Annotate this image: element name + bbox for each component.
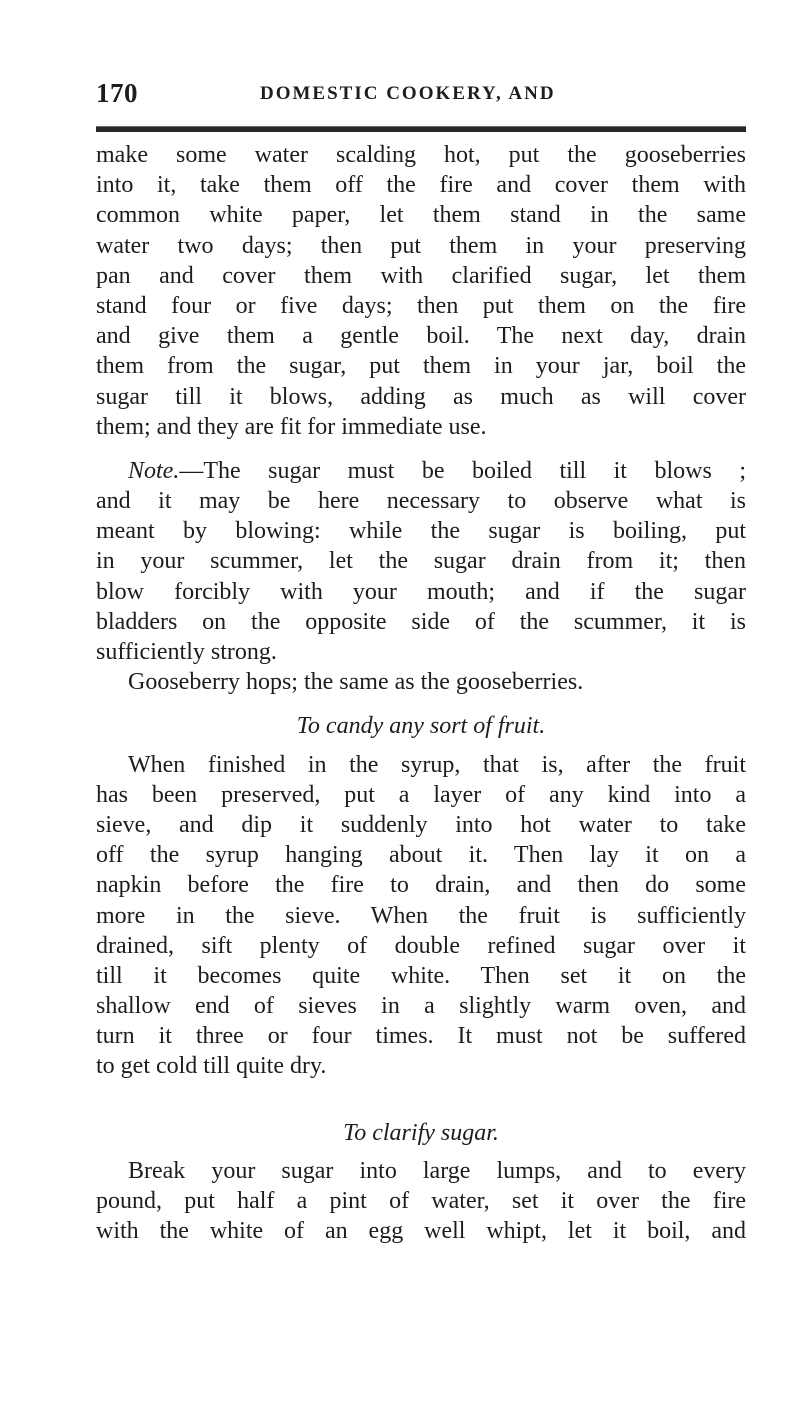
running-head xyxy=(96,78,746,114)
text-line: them from the sugar, put them in your jar, boil the xyxy=(96,353,746,380)
paragraph-gooseberries xyxy=(96,140,746,442)
page-number: 170 xyxy=(96,78,138,108)
text-line: sugar till it blows, adding as much as will cover xyxy=(96,383,746,410)
running-title: DOMESTIC COOKERY, AND xyxy=(260,83,556,104)
text-line: with the white of an egg well whipt, let it boil, and xyxy=(96,1218,746,1245)
text-line: pan and cover them with clarified sugar, let them xyxy=(96,262,746,289)
text-line: and give them a gentle boil. The next day, drain xyxy=(96,323,746,350)
text-line: till it becomes quite white. Then set it on the xyxy=(96,962,746,989)
text-line: more in the sieve. When the fruit is sufficiently xyxy=(96,902,746,929)
text-line: meant by blowing: while the sugar is boiling, put xyxy=(96,518,746,545)
text-line: into it, take them off the fire and cover them with xyxy=(96,172,746,199)
note-first-line-text: —The sugar must be boiled till it blows ; xyxy=(179,457,746,484)
text-line: When finished in the syrup, that is, after the fruit xyxy=(128,751,746,778)
text-line: sufficiently strong. xyxy=(96,639,277,665)
text-line: sieve, and dip it suddenly into hot water to take xyxy=(96,811,746,838)
heading-candy-fruit: To candy any sort of fruit. xyxy=(296,713,546,740)
text-line: them; and they are fit for immediate use. xyxy=(96,413,487,440)
text-line: shallow end of sieves in a slightly warm oven, and xyxy=(96,993,746,1020)
text-line: pound, put half a pint of water, set it over the fire xyxy=(96,1188,746,1214)
text-line: off the syrup hanging about it. Then lay it on a xyxy=(96,842,746,869)
paragraph-candy-fruit xyxy=(96,750,746,1082)
text-line: bladders on the opposite side of the scummer, it is xyxy=(96,608,746,635)
page-text xyxy=(96,140,746,1246)
text-line: blow forcibly with your mouth; and if the sugar xyxy=(96,578,746,605)
text-line: stand four or five days; then put them on the fire xyxy=(96,292,746,319)
paragraph-clarify-sugar xyxy=(96,1156,746,1247)
text-line: drained, sift plenty of double refined sugar over it xyxy=(96,932,746,959)
text-line: turn it three or four times. It must not be suffered xyxy=(96,1023,746,1050)
header-rule xyxy=(96,126,746,132)
text-line: and it may be here necessary to observe what is xyxy=(96,488,746,515)
text-line: napkin before the fire to drain, and then do some xyxy=(96,872,746,899)
note-first-line xyxy=(96,456,746,486)
text-line: to get cold till quite dry. xyxy=(96,1053,327,1080)
heading-clarify-sugar: To clarify sugar. xyxy=(343,1119,499,1146)
note-label: Note. xyxy=(128,457,180,484)
text-line: make some water scalding hot, put the gooseberries xyxy=(96,142,746,168)
text-line: common white paper, let them stand in the same xyxy=(96,202,746,229)
text-line: has been preserved, put a layer of any kind into a xyxy=(96,781,746,808)
text-line: Break your sugar into large lumps, and to every xyxy=(128,1157,746,1184)
gooseberry-hops-line: Gooseberry hops; the same as the gooseberries. xyxy=(128,669,584,696)
text-line: water two days; then put them in your preserving xyxy=(96,232,746,259)
text-line: in your scummer, let the sugar drain from it; then xyxy=(96,548,746,575)
paragraph-note xyxy=(96,456,746,667)
